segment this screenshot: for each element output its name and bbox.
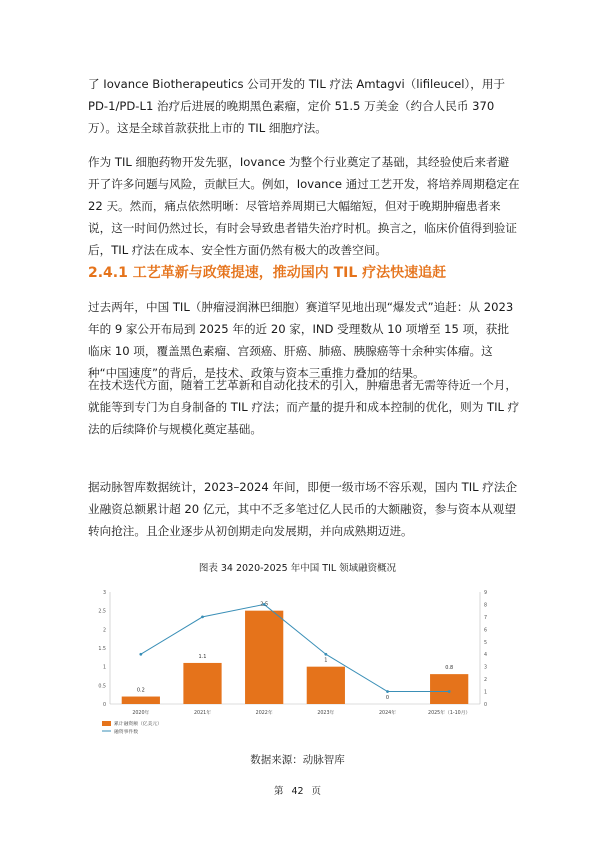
data-label: 0.8	[445, 665, 454, 672]
bar	[430, 674, 468, 704]
bar	[307, 667, 345, 704]
y-left-tick-label: 2.5	[98, 609, 106, 615]
page-suffix: 页	[311, 786, 322, 797]
y-left-tick-label: 3	[102, 591, 106, 596]
line-point	[448, 690, 451, 693]
y-right-tick-label: 5	[484, 640, 488, 646]
line-point	[139, 653, 142, 656]
y-right-tick-label: 0	[484, 703, 488, 708]
line-point	[386, 690, 389, 693]
y-right-tick-label: 8	[484, 603, 488, 609]
bar	[122, 697, 160, 704]
y-right-tick-label: 1	[484, 690, 488, 696]
section-heading: 2.4.1 工艺革新与政策提速，推动国内 TIL 疗法快速追赶	[88, 265, 447, 281]
data-label: 2.5	[260, 601, 269, 608]
legend-label-bar: 累计融资额（亿美元）	[114, 722, 162, 727]
data-label: 1.1	[198, 653, 207, 660]
y-left-tick-label: 0	[102, 703, 106, 708]
x-tick-label: 2022年	[255, 711, 273, 716]
legend-swatch-bar	[102, 721, 111, 726]
paragraph-technology: 在技术迭代方面，随着工艺革新和自动化技术的引入，肿瘤患者无需等待近一个月，就能等到专门为自身制备的 TIL 疗法；而产量的提升和成本控制的优化，则为 TIL 疗法的后续降价与规模化奠定基础。	[88, 378, 520, 436]
line-point	[201, 615, 204, 618]
legend-label-line: 融资事件数	[114, 730, 138, 735]
y-left-tick-label: 1	[102, 665, 106, 671]
y-right-tick-label: 2	[484, 678, 488, 684]
y-left-tick-label: 0.5	[98, 684, 106, 690]
x-tick-label: 2024年	[378, 711, 397, 716]
data-label: 0.2	[136, 687, 145, 694]
page-prefix: 第	[273, 786, 284, 797]
page-number-value: 42	[291, 786, 304, 797]
y-left-tick-label: 2	[102, 628, 106, 634]
bar	[183, 663, 221, 704]
y-right-tick-label: 9	[484, 591, 488, 596]
y-right-tick-label: 4	[484, 653, 488, 659]
y-right-tick-label: 7	[484, 615, 488, 621]
y-right-tick-label: 6	[484, 628, 488, 634]
y-left-tick-label: 1.5	[98, 647, 106, 652]
x-tick-label: 2021年	[193, 711, 212, 716]
paragraph-amtagvi: 了 Iovance Biotherapeutics 公司开发的 TIL 疗法 Amtagvi（lifileucel），用于PD-1/PD-L1 治疗后进展的晚期黑色素瘤，定价 51.5 万美金（约合人民币 370万）。这是全球首款获批上市的 TIL 细胞疗法。	[88, 77, 506, 135]
data-label: 1	[324, 657, 328, 664]
data-label: 0	[385, 695, 390, 701]
x-tick-label: 2020年	[132, 711, 150, 716]
y-right-tick-label: 3	[484, 665, 488, 671]
bar	[245, 611, 283, 704]
paragraph-iovance: 作为 TIL 细胞药物开发先驱，Iovance 为整个行业奠定了基础，其经验使后来者避开了许多问题与风险，贡献巨大。例如，Iovance 通过工艺开发，将培养周期稳定在 22 天。然而，痛点依然明晰：尽管培养周期已大幅缩短，但对于晚期肿瘤患者来说，这一时间仍然过长，有时会导致患者错失治疗时机。换言之，临床价值得到验证后，TIL 疗法在成本、安全性方面仍然有极大的改善空间。	[88, 155, 520, 257]
financing-chart	[88, 580, 508, 740]
paragraph-china-til: 过去两年，中国 TIL（肿瘤浸润淋巴细胞）赛道罕见地出现“爆发式”追赶：从 2023年的 9 家公开布局到 2025 年的近 20 家，IND 受理数从 10 项增至 15 项，获批临床 10 项，覆盖黑色素瘤、宫颈癌、肝癌、肺癌、胰腺癌等十余种实体瘤。这种“中国速度”的背后，是技术、政策与资本三重推力叠加的结果。	[88, 300, 514, 380]
page-number	[0, 783, 595, 797]
chart-title: 图表 34 2020-2025 年中国 TIL 领域融资概况	[198, 563, 397, 574]
data-source: 数据来源：动脉智库	[250, 754, 345, 766]
x-tick-label: 2023年	[317, 711, 335, 716]
paragraph-financing: 据动脉智库数据统计，2023–2024 年间，即便一级市场不容乐观，国内 TIL 疗法企业融资总额累计超 20 亿元，其中不乏多笔过亿人民币的大额融资，参与资本从观望转向抢注。且企业逐步从初创期走向发展期，并向成熟期迈进。	[88, 480, 518, 538]
line-point	[324, 653, 327, 656]
x-tick-label: 2025年（1-10月）	[428, 711, 471, 716]
